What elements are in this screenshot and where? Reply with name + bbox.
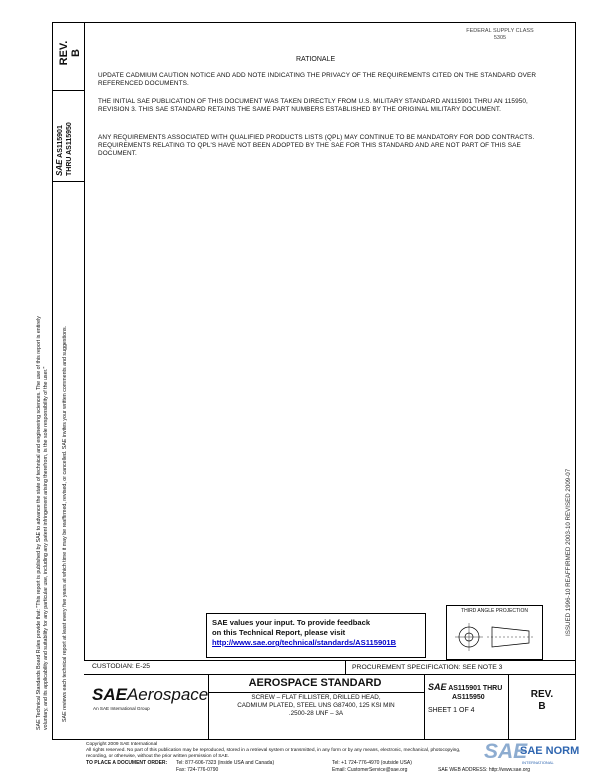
tel-us: Tel: 877-606-7323 (inside USA and Canada) bbox=[176, 760, 275, 766]
titleblock-rev bbox=[509, 689, 575, 713]
supply-class-stamp bbox=[440, 28, 560, 42]
sheet-number: SHEET 1 OF 4 bbox=[428, 707, 475, 714]
review-notice: SAE reviews each technical report at least every five years at which time it may be reaffirmed, revised, or cancelled. SAE invites your written comments and suggestions. bbox=[62, 325, 68, 722]
standard-title: AEROSPACE STANDARD bbox=[248, 677, 382, 689]
feedback-line1: SAE values your input. To provide feedback bbox=[212, 618, 371, 627]
projection-box bbox=[446, 605, 543, 660]
feedback-box bbox=[206, 613, 426, 658]
board-rules-notice bbox=[36, 190, 49, 730]
revision-dates: ISSUED 1996-10 REAFFIRMED 2003-10 REVISED 2009-07 bbox=[565, 468, 572, 636]
supply-class-line2: 5305 bbox=[493, 35, 507, 41]
description-line2: CADMIUM PLATED, STEEL UNS G87400, 125 KSI MIN bbox=[237, 702, 395, 709]
rev-divider bbox=[52, 90, 85, 91]
procurement-spec: PROCUREMENT SPECIFICATION: SEE NOTE 3 bbox=[352, 664, 503, 671]
feedback-line2: on this Technical Report, please visit bbox=[212, 628, 346, 637]
rev-vertical-value: B bbox=[70, 49, 82, 57]
copyright: Copyright 2009 SAE International bbox=[86, 742, 158, 747]
doc-number-vertical-line2: THRU AS115950 bbox=[65, 122, 73, 176]
rights-line1: All rights reserved. No part of this publication may be reproduced, stored in a retrieval system or transmitted, in any form or by any means, electronic, mechanical, photocopying, bbox=[86, 747, 461, 753]
board-rules-line1: SAE Technical Standards Board Rules provide that: "This report is published by SAE to advance the state of technical and engineering sciences. The use of this report is entirely bbox=[36, 316, 42, 730]
rev-vertical-label: REV. bbox=[58, 40, 70, 66]
desc-divider bbox=[424, 674, 425, 740]
rationale-paragraph-1: UPDATE CADMIUM CAUTION NOTICE AND ADD NOTE INDICATING THE PRIVACY OF THE REQUIREMENTS CITED ON THE STANDARD OVER REFERENCED DOCUMENTS. bbox=[98, 72, 537, 88]
description-line3: .2500-28 UNF – 3A bbox=[288, 710, 344, 717]
board-rules-line2: voluntary, and its applicability and suitability for any particular use, including any patent infringement arising therefrom, is the sole responsibility of the user." bbox=[42, 366, 49, 730]
us-contact bbox=[176, 760, 274, 773]
custodian: CUSTODIAN: E-25 bbox=[92, 663, 151, 670]
watermark-small: INTERNATIONAL bbox=[522, 760, 554, 765]
sae-mini-logo: SAE bbox=[55, 159, 64, 176]
titleblock-doc-line2: AS115950 bbox=[452, 694, 485, 701]
doc-number-vertical-line1: AS115901 bbox=[57, 125, 64, 158]
titleblock-rev-label: REV. bbox=[530, 689, 554, 700]
doc-number-vertical bbox=[56, 96, 74, 176]
projection-symbol-icon bbox=[447, 615, 542, 659]
titleblock-mid-rule bbox=[84, 674, 576, 675]
docnum-divider bbox=[52, 181, 85, 182]
titleblock-doc-line1: AS115901 THRU bbox=[448, 685, 503, 692]
rev-vertical bbox=[58, 28, 82, 78]
supply-class-line1: FEDERAL SUPPLY CLASS bbox=[466, 28, 534, 34]
rationale-heading: RATIONALE bbox=[296, 56, 336, 63]
rationale-paragraph-3: ANY REQUIREMENTS ASSOCIATED WITH QUALIFIED PRODUCTS LISTS (QPL) MAY CONTINUE TO BE MANDATORY FOR DOD CONTRACTS. REQUIREMENTS RELATING TO QPL'S HAVE NOT BEEN ADOPTED BY THE SAE FOR THIS STANDARD AND ARE NOT PART OF THIS SAE DOCUMENT. bbox=[98, 134, 535, 158]
logo-aerospace: Aerospace bbox=[126, 685, 209, 704]
left-column-divider bbox=[84, 22, 85, 660]
rights-line2: recording, or otherwise, without the prior written permission of SAE. bbox=[86, 753, 230, 759]
tel-intl: Tel: +1 724-776-4970 (outside USA) bbox=[332, 760, 412, 766]
custodian-divider bbox=[345, 660, 346, 674]
sae-aerospace-logo bbox=[92, 686, 208, 704]
fax-us: Fax: 724-776-0790 bbox=[176, 766, 219, 773]
projection-label: THIRD ANGLE PROJECTION bbox=[461, 608, 528, 614]
logo-sae: SAE bbox=[92, 685, 127, 704]
logo-tagline: An SAE International Group bbox=[93, 706, 150, 711]
feedback-link[interactable]: http://www.sae.org/technical/standards/AS115901B bbox=[212, 638, 397, 647]
description-line1: SCREW – FLAT FILLISTER, DRILLED HEAD, bbox=[251, 694, 381, 701]
intl-contact bbox=[332, 760, 412, 773]
watermark-sae-logo: SAE bbox=[484, 740, 528, 763]
watermark-norm: SAE NORM bbox=[520, 745, 580, 757]
titleblock-doc-number bbox=[428, 683, 502, 702]
web-address[interactable]: SAE WEB ADDRESS: http://www.sae.org bbox=[438, 767, 530, 773]
titleblock-rev-value: B bbox=[538, 701, 546, 712]
titleblock-sae-logo: SAE bbox=[428, 682, 447, 692]
order-label: TO PLACE A DOCUMENT ORDER: bbox=[86, 760, 168, 766]
rationale-paragraph-2: THE INITIAL SAE PUBLICATION OF THIS DOCUMENT WAS TAKEN DIRECTLY FROM U.S. MILITARY STANDARD AN115901 THRU AN 115950, REVISION 3. THIS SAE STANDARD RETAINS THE SAME PART NUMBERS ESTABLISHED BY THE ORIGINAL MILITARY DOCUMENT. bbox=[98, 98, 528, 114]
email[interactable]: Email: CustomerService@sae.org bbox=[332, 766, 408, 773]
part-description bbox=[209, 694, 423, 718]
title-rule bbox=[208, 692, 424, 693]
titleblock-top-rule bbox=[84, 660, 576, 661]
